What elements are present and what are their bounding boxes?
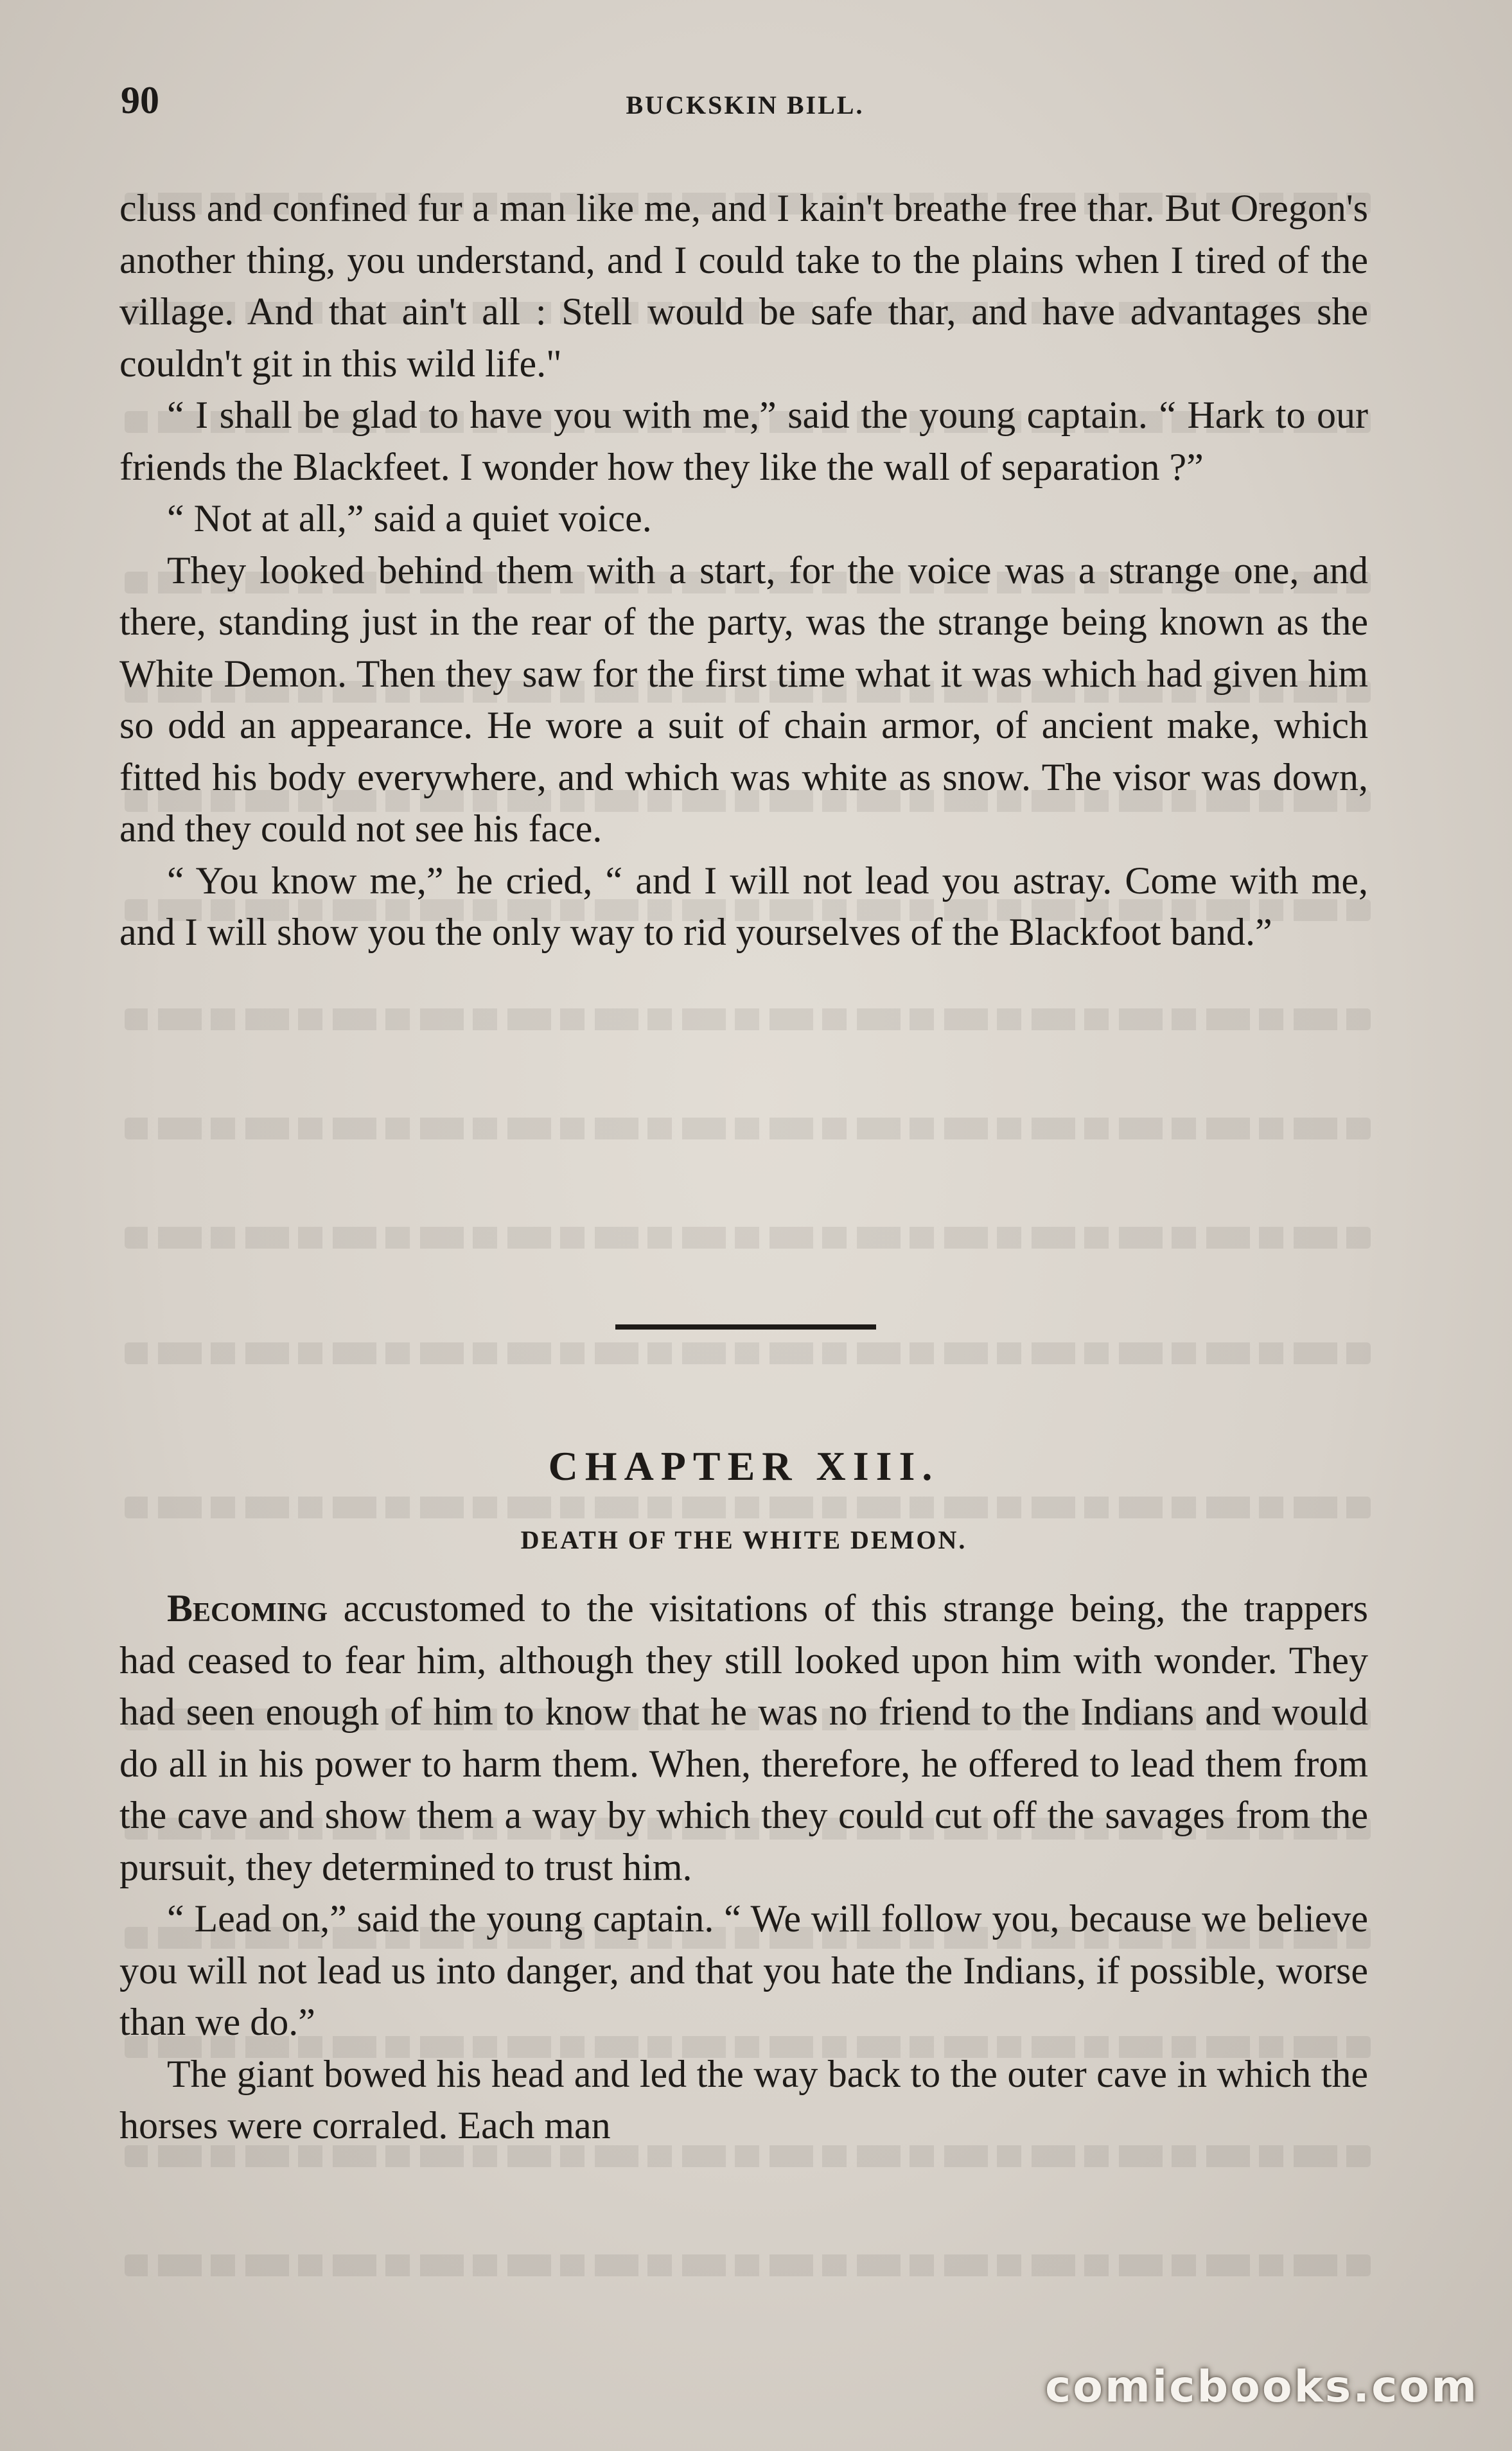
paragraph-body: accustomed to the visitations of this strange being, the trappers had ceased to fear him, although they still looked upon him with wonder. They had seen enough of him to know that he was no friend to the Indians and would do all in his power to harm them. When, therefore, he offered to lead them from the cave and show them a way by which they could cut off the savages from the pursuit, they determined to trust him. [119,1587,1368,1888]
running-title: BUCKSKIN BILL. [626,91,865,119]
paragraph: The giant bowed his head and led the way back to the outer cave in which the horses were corraled. Each man [119,2052,1368,2147]
page-number: 90 [121,79,159,121]
paragraph: “ You know me,” he cried, “ and I will not lead you astray. Come with me, and I will show you the only way to rid yourselves of the Blackfoot band.” [119,859,1368,953]
paragraph: “ Not at all,” said a quiet voice. [167,497,652,540]
section-divider [615,1324,876,1330]
chapter-title: CHAPTER XIII. [548,1443,940,1489]
paragraph: “ Lead on,” said the young captain. “ We will follow you, because we believe you will not lead us into danger, and that you hate the Indians, if possible, worse than we do.” [119,1897,1368,2043]
drop-word: Becoming [167,1587,328,1630]
top-text-block [119,182,1368,958]
paragraph [119,1583,1368,1893]
chapter-subtitle: DEATH OF THE WHITE DEMON. [520,1525,967,1554]
page-header [116,78,1375,136]
site-watermark: comicbooks.com [1044,2362,1479,2412]
paragraph: “ I shall be glad to have you with me,” said the young captain. “ Hark to our friends the Blackfeet. I wonder how they like the wall of separation ?” [119,394,1368,488]
paragraph: They looked behind them with a start, for the voice was a strange one, and there, standing just in the rear of the party, was the strange being known as the White Demon. Then they saw for the first time what it was which had given him so odd an appearance. He wore a suit of chain armor, of ancient make, which fitted his body everywhere, and which was white as snow. The visor was down, and they could not see his face. [119,549,1368,850]
chapter-text-block [119,1583,1368,2152]
paragraph: cluss and confined fur a man like me, and I kain't breathe free thar. But Oregon's another thing, you understand, and I could take to the plains when I tired of the village. And that ain't all : Stell would be safe thar, and have advantages she couldn't git in this wild life." [119,187,1368,385]
